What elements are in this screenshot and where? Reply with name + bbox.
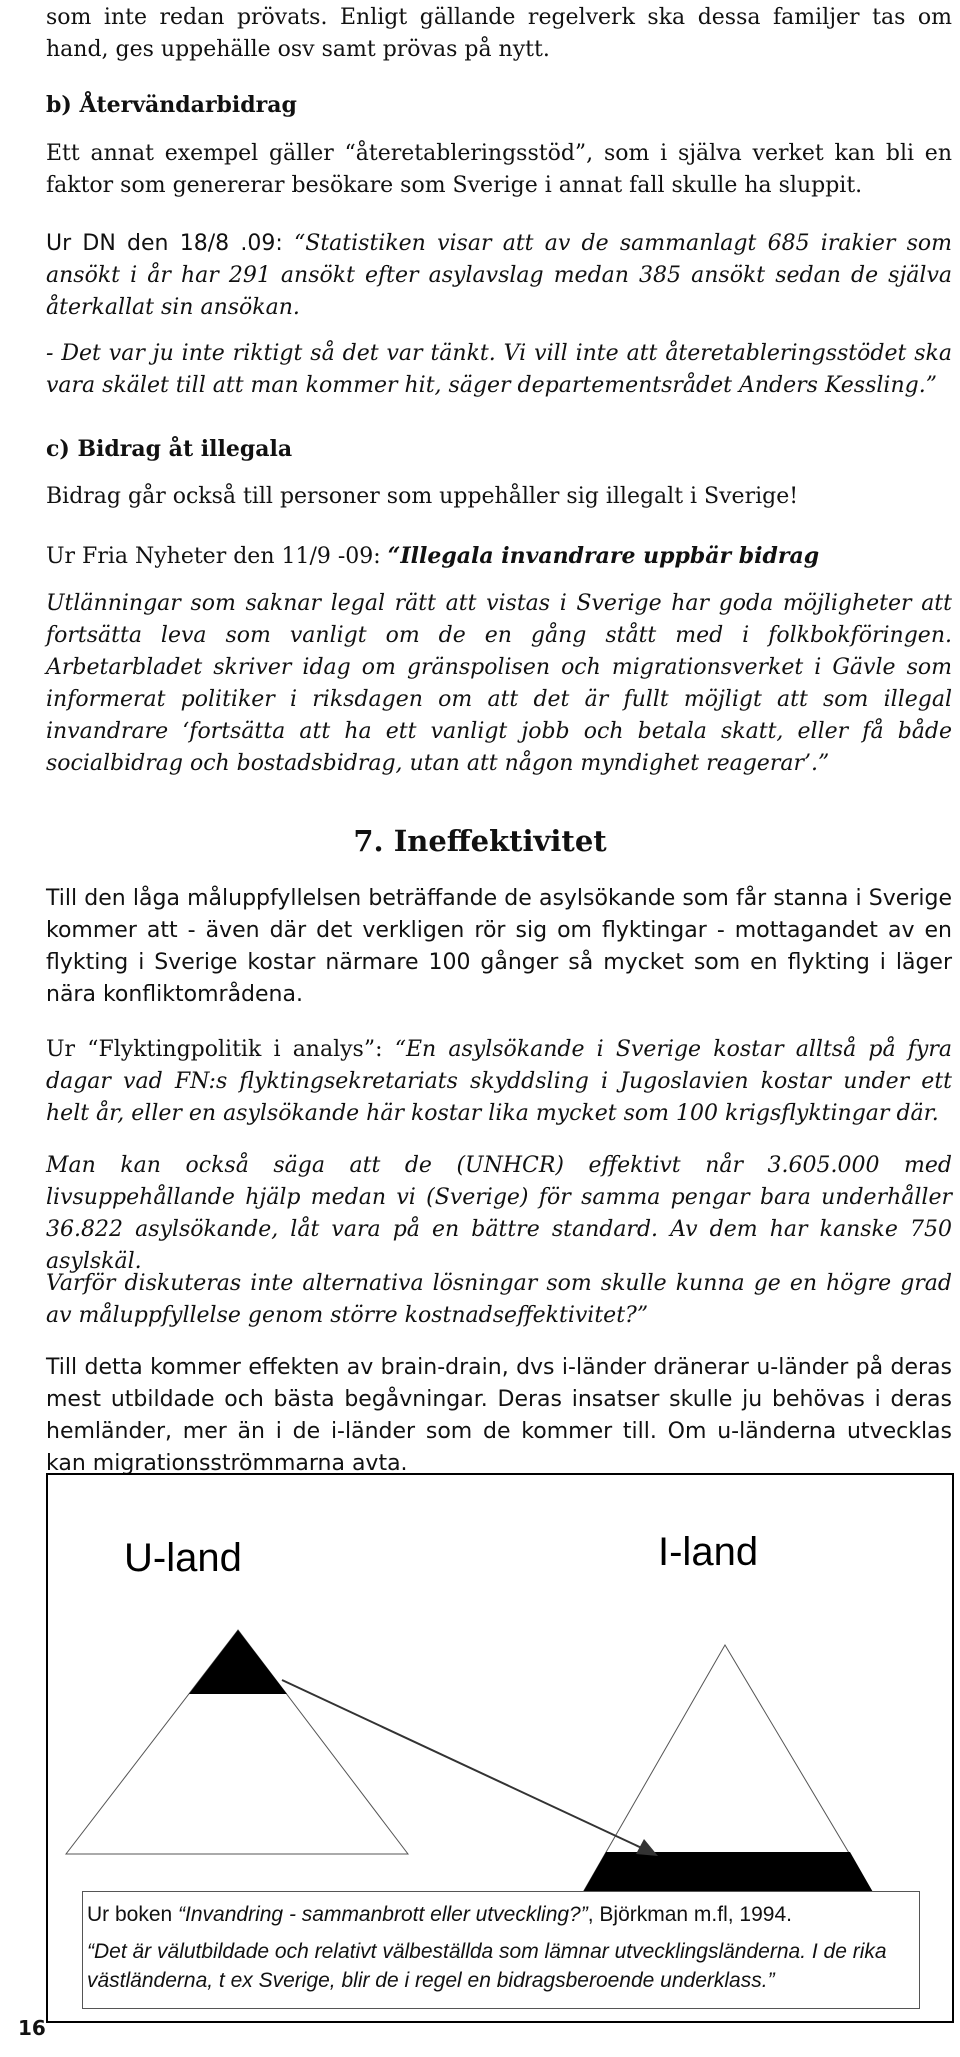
caption-suffix: , Björkman m.fl, 1994. [587, 1903, 792, 1926]
chapter-7-heading: 7. Ineffektivitet [353, 824, 607, 858]
section-c-body: Bidrag går också till personer som uppehåller sig illegalt i Sverige! [46, 484, 799, 509]
section-c-quote: Utlänningar som saknar legal rätt att vistas i Sverige har goda möjligheter att fortsätta leva som vanligt om de en gång stått med i folkbokföringen. Arbetarbladet skriver idag om gränspolisen och migrationsverket i Gävle som informerat politiker i riksdagen om att det är fullt möjligt att som illegal invandrare ‘fortsätta att ha ett vanligt jobb och betala skatt, eller få både socialbidrag och bostadsbidrag, utan att någon myndighet reagerar’.” [46, 591, 952, 776]
u-land-top-fill [189, 1630, 287, 1694]
section-b-body: Ett annat exempel gäller “återetableringsstöd”, som i själva verket kan bli en faktor som genererar besökare som Sverige i annat fall skulle ha sluppit. [46, 141, 952, 198]
chapter-7-paragraph-2: Till detta kommer effekten av brain-drain, dvs i-länder dränerar u-länder på deras mest utbildade och bästa begåvningar. Deras insatser skulle ju behövas i deras hemländer, mer än i de i-länder som de kommer till. Om u-länderna utvecklas kan migrationsströmmarna avta. [46, 1355, 952, 1476]
figure-caption-source [87, 1900, 913, 1929]
chapter-7-quote-2: Man kan också säga att de (UNHCR) effektivt når 3.605.000 med livsuppehållande hjälp medan vi (Sverige) för samma pengar bara underhåller 36.822 asylsökande, låt vara på en bättre standard. Av dem har kanske 750 asylskäl. [46, 1153, 952, 1274]
chapter-7-quote-1-text: “En asylsökande i Sverige kostar alltså på fyra dagar vad FN:s flyktingsekretariats skyddsling i Jugoslavien kostar under ett helt år, eller en asylsökande här kostar lika mycket som 100 krigsflyktingar där. [46, 1037, 952, 1126]
section-c-source [46, 540, 952, 573]
chapter-7-source: Ur “Flyktingpolitik i analys”: [46, 1037, 383, 1062]
section-b-quote-2: - Det var ju inte riktigt så det var tänkt. Vi vill inte att återetableringsstödet ska vara skälet till att man kommer hit, säger departementsrådet Anders Kessling.” [46, 341, 952, 398]
figure-label-i-land: I-land [658, 1530, 759, 1574]
section-c-heading: c) Bidrag åt illegala [46, 436, 293, 462]
section-b-quote-1 [46, 228, 952, 324]
section-c-source-prefix: Ur Fria Nyheter den 11/9 -09: [46, 544, 381, 569]
page-number: 16 [18, 2016, 46, 2040]
chapter-7-quote-3: Varför diskuteras inte alternativa lösningar som skulle kunna ge en högre grad av måluppfyllelse genom större kostnadseffektivitet?” [46, 1271, 952, 1328]
section-b-source: Ur DN den 18/8 .09: [46, 231, 283, 256]
section-c-source-title: “Illegala invandrare uppbär bidrag [387, 543, 820, 569]
intro-continuation: som inte redan prövats. Enligt gällande regelverk ska dessa familjer tas om hand, ges uppehälle osv samt prövas på nytt. [46, 5, 952, 62]
figure-caption-quote: “Det är välutbildade och relativt välbeställda som lämnar utvecklingsländerna. I de rika västländerna, t ex Sverige, blir de i regel en bidragsberoende underklass.” [87, 1940, 887, 1992]
chapter-7-quote-1 [46, 1034, 952, 1130]
section-b-quote-1-text: “Statistiken visar att av de sammanlagt 685 irakier som ansökt i år har 291 ansökt efter asylavslag medan 385 ansökt sedan de själva återkallat sin ansökan. [46, 231, 953, 320]
figure-caption-box [82, 1891, 920, 2009]
section-b-heading: b) Återvändarbidrag [46, 92, 297, 118]
brain-drain-figure [46, 1473, 954, 2023]
figure-label-u-land: U-land [124, 1536, 242, 1580]
caption-prefix: Ur boken [87, 1903, 179, 1926]
caption-book-title: “Invandring - sammanbrott eller utveckling?” [178, 1903, 588, 1926]
chapter-7-paragraph-1: Till den låga måluppfyllelsen beträffande de asylsökande som får stanna i Sverige kommer att - även där det verkligen rör sig om flyktingar - mottagandet av en flykting i Sverige kostar närmare 100 gånger så mycket som en flykting i läger nära konfliktområdena. [46, 886, 952, 1007]
